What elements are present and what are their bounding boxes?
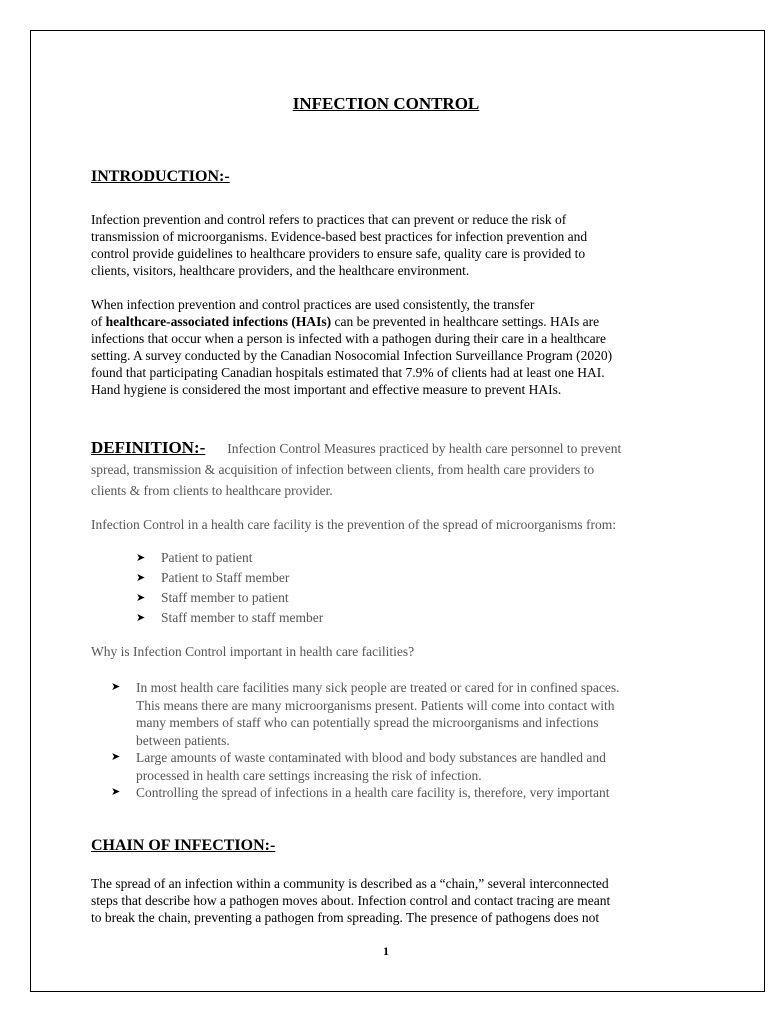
text-line: control provide guidelines to healthcare providers to ensure safe, quality care is provided to (91, 246, 586, 261)
text-line: Large amounts of waste contaminated with blood and body substances are handled and (136, 750, 606, 765)
facility-text: Infection Control in a health care facility is the prevention of the spread of microorganisms from: (91, 517, 616, 532)
spread-list (136, 548, 323, 628)
list-item-text: Staff member to staff member (161, 610, 324, 625)
text-line: setting. A survey conducted by the Canadian Nosocomial Infection Surveillance Program (2020) (91, 348, 613, 363)
text-line: found that participating Canadian hospitals estimated that 7.9% of clients had at least one HAI. (91, 365, 605, 380)
text-line (91, 313, 681, 330)
list-item (111, 679, 683, 749)
text-line: to break the chain, preventing a pathogen from spreading. The presence of pathogens does not (91, 910, 600, 925)
text-line: steps that describe how a pathogen moves about. Infection control and contact tracing are meant (91, 893, 611, 908)
definition-line-2: spread, transmission & acquisition of infection between clients, from health care providers to (91, 462, 595, 477)
text-line: infections that occur when a person is infected with a pathogen during their care in a healthcare (91, 331, 607, 346)
arrowhead-bullet-icon: ➤ (111, 751, 121, 763)
chain-paragraph (91, 875, 691, 926)
list-item (136, 608, 323, 628)
arrowhead-bullet-icon: ➤ (111, 786, 121, 798)
arrowhead-bullet-icon: ➤ (136, 612, 146, 624)
list-item (136, 568, 323, 588)
arrowhead-bullet-icon: ➤ (136, 592, 146, 604)
list-item (111, 784, 683, 802)
arrowhead-bullet-icon: ➤ (111, 681, 121, 693)
hais-term: healthcare-associated infections (HAIs) (105, 314, 332, 329)
definition-line-1 (91, 437, 691, 459)
page-number: 1 (383, 944, 389, 958)
list-item (136, 588, 323, 608)
reasons-list (111, 679, 683, 802)
list-item-text: Staff member to patient (161, 590, 289, 605)
introduction-paragraph-1 (91, 211, 681, 279)
text-line: transmission of microorganisms. Evidence-based best practices for infection prevention and (91, 229, 588, 244)
definition-heading: DEFINITION:- (91, 438, 206, 457)
arrowhead-bullet-icon: ➤ (136, 552, 146, 564)
text-line: This means there are many microorganisms present. Patients will come into contact with (136, 697, 615, 713)
arrowhead-bullet-icon: ➤ (136, 572, 146, 584)
list-item (136, 548, 323, 568)
text-line: The spread of an infection within a community is described as a “chain,” several interconnected (91, 876, 609, 891)
definition-line-3: clients & from clients to healthcare provider. (91, 483, 333, 498)
list-item-text: Patient to patient (161, 550, 253, 565)
introduction-heading: INTRODUCTION:- (91, 168, 230, 185)
text-line: Infection prevention and control refers to practices that can prevent or reduce the risk of (91, 212, 567, 227)
chain-heading: CHAIN OF INFECTION:- (91, 837, 276, 854)
text-line: clients, visitors, healthcare providers, and the healthcare environment. (91, 263, 470, 278)
text-line: When infection prevention and control practices are used consistently, the transfer (91, 297, 535, 312)
text-line: Controlling the spread of infections in a health care facility is, therefore, very important (136, 785, 610, 800)
text-line: many members of staff who can potentially spread the microorganisms and infections (136, 715, 599, 730)
text-fragment: can be prevented in healthcare settings. HAIs are (331, 314, 600, 329)
text-fragment: of (91, 314, 106, 329)
text-fragment: Infection Control Measures practiced by health care personnel to prevent (227, 441, 622, 456)
why-text: Why is Infection Control important in health care facilities? (91, 644, 415, 659)
text-line: between patients. (136, 732, 230, 748)
introduction-paragraph-2 (91, 296, 681, 398)
text-line: Hand hygiene is considered the most important and effective measure to prevent HAIs. (91, 382, 562, 397)
text-line: processed in health care settings increasing the risk of infection. (136, 767, 482, 783)
list-item (111, 749, 683, 784)
list-item-text: Patient to Staff member (161, 570, 290, 585)
text-line: In most health care facilities many sick people are treated or cared for in confined spaces. (136, 680, 620, 695)
document-title: INFECTION CONTROL (292, 94, 480, 113)
